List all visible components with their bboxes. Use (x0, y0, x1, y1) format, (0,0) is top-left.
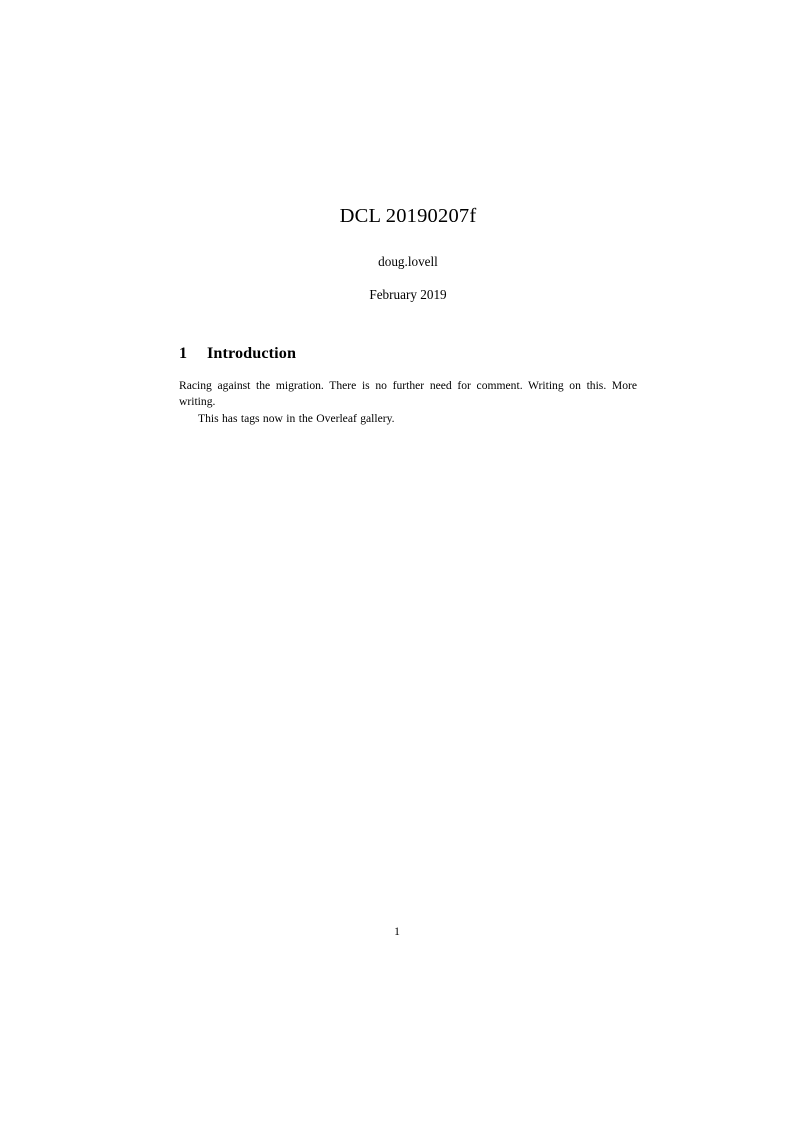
paragraph: Racing against the migration. There is no further need for comment. Writing on this. More writing. (179, 379, 637, 408)
section-number: 1 (179, 344, 188, 362)
section-title: Introduction (207, 344, 297, 362)
page-title: DCL 20190207f (339, 205, 477, 227)
section-heading-introduction (179, 303, 637, 363)
document-author: doug.lovell (378, 254, 438, 269)
page-number: 1 (394, 925, 400, 938)
document-body (179, 205, 637, 426)
document-date: February 2019 (369, 287, 447, 302)
paragraph: This has tags now in the Overleaf gallery. (198, 411, 395, 425)
